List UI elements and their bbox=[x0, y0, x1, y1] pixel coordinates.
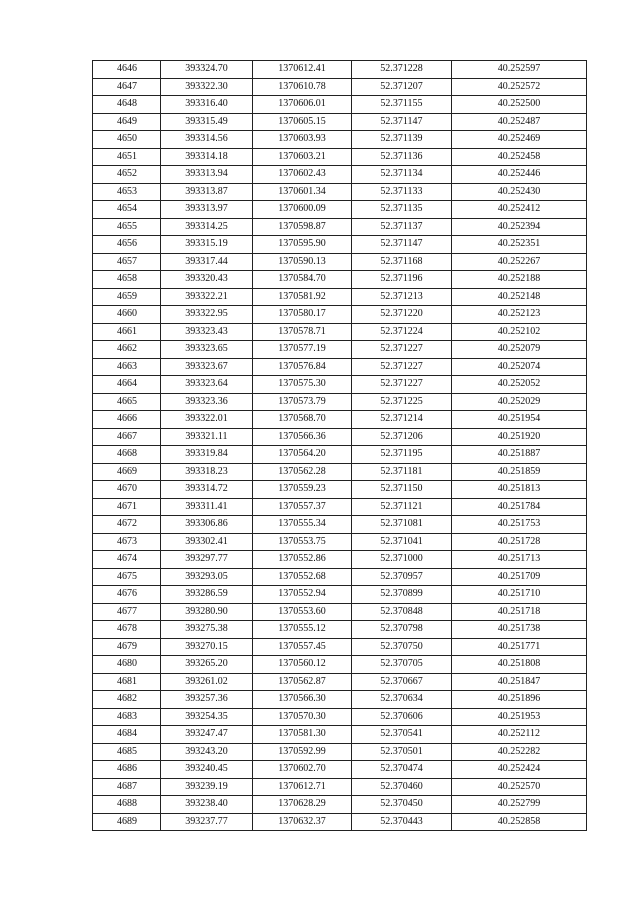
longitude-cell: 40.252858 bbox=[452, 813, 587, 831]
easting-cell: 393324.70 bbox=[161, 61, 253, 79]
point-number-cell: 4652 bbox=[93, 166, 161, 184]
point-number-cell: 4669 bbox=[93, 463, 161, 481]
longitude-cell: 40.252112 bbox=[452, 726, 587, 744]
latitude-cell: 52.370705 bbox=[352, 656, 452, 674]
northing-cell: 1370578.71 bbox=[253, 323, 352, 341]
easting-cell: 393322.30 bbox=[161, 78, 253, 96]
easting-cell: 393293.05 bbox=[161, 568, 253, 586]
northing-cell: 1370553.75 bbox=[253, 533, 352, 551]
latitude-cell: 52.370634 bbox=[352, 691, 452, 709]
point-number-cell: 4672 bbox=[93, 516, 161, 534]
northing-cell: 1370602.70 bbox=[253, 761, 352, 779]
northing-cell: 1370577.19 bbox=[253, 341, 352, 359]
longitude-cell: 40.252570 bbox=[452, 778, 587, 796]
northing-cell: 1370581.30 bbox=[253, 726, 352, 744]
table-row bbox=[93, 726, 587, 744]
easting-cell: 393280.90 bbox=[161, 603, 253, 621]
latitude-cell: 52.371220 bbox=[352, 306, 452, 324]
point-number-cell: 4681 bbox=[93, 673, 161, 691]
northing-cell: 1370610.78 bbox=[253, 78, 352, 96]
latitude-cell: 52.371137 bbox=[352, 218, 452, 236]
northing-cell: 1370603.93 bbox=[253, 131, 352, 149]
latitude-cell: 52.371206 bbox=[352, 428, 452, 446]
latitude-cell: 52.371000 bbox=[352, 551, 452, 569]
latitude-cell: 52.370606 bbox=[352, 708, 452, 726]
point-number-cell: 4675 bbox=[93, 568, 161, 586]
table-row bbox=[93, 796, 587, 814]
point-number-cell: 4656 bbox=[93, 236, 161, 254]
easting-cell: 393323.67 bbox=[161, 358, 253, 376]
latitude-cell: 52.371168 bbox=[352, 253, 452, 271]
latitude-cell: 52.370848 bbox=[352, 603, 452, 621]
northing-cell: 1370568.70 bbox=[253, 411, 352, 429]
easting-cell: 393314.18 bbox=[161, 148, 253, 166]
table-row bbox=[93, 498, 587, 516]
table-row bbox=[93, 743, 587, 761]
point-number-cell: 4674 bbox=[93, 551, 161, 569]
northing-cell: 1370573.79 bbox=[253, 393, 352, 411]
latitude-cell: 52.371214 bbox=[352, 411, 452, 429]
point-number-cell: 4661 bbox=[93, 323, 161, 341]
table-row bbox=[93, 271, 587, 289]
latitude-cell: 52.371227 bbox=[352, 376, 452, 394]
northing-cell: 1370592.99 bbox=[253, 743, 352, 761]
latitude-cell: 52.371224 bbox=[352, 323, 452, 341]
point-number-cell: 4683 bbox=[93, 708, 161, 726]
table-row bbox=[93, 516, 587, 534]
table-row bbox=[93, 411, 587, 429]
point-number-cell: 4663 bbox=[93, 358, 161, 376]
latitude-cell: 52.371041 bbox=[352, 533, 452, 551]
latitude-cell: 52.371134 bbox=[352, 166, 452, 184]
table-row bbox=[93, 113, 587, 131]
easting-cell: 393254.35 bbox=[161, 708, 253, 726]
point-number-cell: 4678 bbox=[93, 621, 161, 639]
table-row bbox=[93, 166, 587, 184]
latitude-cell: 52.371196 bbox=[352, 271, 452, 289]
longitude-cell: 40.251859 bbox=[452, 463, 587, 481]
northing-cell: 1370601.34 bbox=[253, 183, 352, 201]
longitude-cell: 40.252458 bbox=[452, 148, 587, 166]
table-row bbox=[93, 586, 587, 604]
latitude-cell: 52.370450 bbox=[352, 796, 452, 814]
latitude-cell: 52.371227 bbox=[352, 358, 452, 376]
easting-cell: 393320.43 bbox=[161, 271, 253, 289]
easting-cell: 393270.15 bbox=[161, 638, 253, 656]
table-row bbox=[93, 673, 587, 691]
easting-cell: 393315.49 bbox=[161, 113, 253, 131]
longitude-cell: 40.251813 bbox=[452, 481, 587, 499]
easting-cell: 393237.77 bbox=[161, 813, 253, 831]
northing-cell: 1370559.23 bbox=[253, 481, 352, 499]
northing-cell: 1370590.13 bbox=[253, 253, 352, 271]
easting-cell: 393240.45 bbox=[161, 761, 253, 779]
northing-cell: 1370603.21 bbox=[253, 148, 352, 166]
longitude-cell: 40.251954 bbox=[452, 411, 587, 429]
table-row bbox=[93, 61, 587, 79]
point-number-cell: 4660 bbox=[93, 306, 161, 324]
longitude-cell: 40.251738 bbox=[452, 621, 587, 639]
table-row bbox=[93, 393, 587, 411]
northing-cell: 1370580.17 bbox=[253, 306, 352, 324]
point-number-cell: 4659 bbox=[93, 288, 161, 306]
latitude-cell: 52.371225 bbox=[352, 393, 452, 411]
latitude-cell: 52.370501 bbox=[352, 743, 452, 761]
northing-cell: 1370575.30 bbox=[253, 376, 352, 394]
northing-cell: 1370564.20 bbox=[253, 446, 352, 464]
point-number-cell: 4677 bbox=[93, 603, 161, 621]
northing-cell: 1370560.12 bbox=[253, 656, 352, 674]
longitude-cell: 40.252079 bbox=[452, 341, 587, 359]
easting-cell: 393323.36 bbox=[161, 393, 253, 411]
northing-cell: 1370600.09 bbox=[253, 201, 352, 219]
longitude-cell: 40.251808 bbox=[452, 656, 587, 674]
easting-cell: 393321.11 bbox=[161, 428, 253, 446]
longitude-cell: 40.251728 bbox=[452, 533, 587, 551]
table-row bbox=[93, 463, 587, 481]
table-row bbox=[93, 78, 587, 96]
point-number-cell: 4682 bbox=[93, 691, 161, 709]
longitude-cell: 40.251896 bbox=[452, 691, 587, 709]
longitude-cell: 40.252102 bbox=[452, 323, 587, 341]
table-row bbox=[93, 778, 587, 796]
point-number-cell: 4649 bbox=[93, 113, 161, 131]
table-row bbox=[93, 358, 587, 376]
northing-cell: 1370566.30 bbox=[253, 691, 352, 709]
longitude-cell: 40.252351 bbox=[452, 236, 587, 254]
point-number-cell: 4658 bbox=[93, 271, 161, 289]
point-number-cell: 4686 bbox=[93, 761, 161, 779]
northing-cell: 1370557.45 bbox=[253, 638, 352, 656]
table-row bbox=[93, 341, 587, 359]
latitude-cell: 52.370667 bbox=[352, 673, 452, 691]
table-row bbox=[93, 288, 587, 306]
longitude-cell: 40.251710 bbox=[452, 586, 587, 604]
latitude-cell: 52.371133 bbox=[352, 183, 452, 201]
longitude-cell: 40.252430 bbox=[452, 183, 587, 201]
easting-cell: 393265.20 bbox=[161, 656, 253, 674]
coordinate-table-body bbox=[93, 61, 587, 831]
longitude-cell: 40.252123 bbox=[452, 306, 587, 324]
longitude-cell: 40.252799 bbox=[452, 796, 587, 814]
latitude-cell: 52.371147 bbox=[352, 113, 452, 131]
easting-cell: 393306.86 bbox=[161, 516, 253, 534]
easting-cell: 393302.41 bbox=[161, 533, 253, 551]
easting-cell: 393314.25 bbox=[161, 218, 253, 236]
northing-cell: 1370562.28 bbox=[253, 463, 352, 481]
northing-cell: 1370602.43 bbox=[253, 166, 352, 184]
northing-cell: 1370632.37 bbox=[253, 813, 352, 831]
point-number-cell: 4648 bbox=[93, 96, 161, 114]
point-number-cell: 4666 bbox=[93, 411, 161, 429]
latitude-cell: 52.370750 bbox=[352, 638, 452, 656]
easting-cell: 393322.95 bbox=[161, 306, 253, 324]
point-number-cell: 4664 bbox=[93, 376, 161, 394]
easting-cell: 393315.19 bbox=[161, 236, 253, 254]
table-row bbox=[93, 376, 587, 394]
table-row bbox=[93, 603, 587, 621]
northing-cell: 1370566.36 bbox=[253, 428, 352, 446]
longitude-cell: 40.252597 bbox=[452, 61, 587, 79]
easting-cell: 393317.44 bbox=[161, 253, 253, 271]
point-number-cell: 4670 bbox=[93, 481, 161, 499]
northing-cell: 1370552.68 bbox=[253, 568, 352, 586]
table-row bbox=[93, 621, 587, 639]
point-number-cell: 4662 bbox=[93, 341, 161, 359]
easting-cell: 393313.87 bbox=[161, 183, 253, 201]
longitude-cell: 40.251847 bbox=[452, 673, 587, 691]
northing-cell: 1370555.12 bbox=[253, 621, 352, 639]
latitude-cell: 52.371207 bbox=[352, 78, 452, 96]
longitude-cell: 40.252394 bbox=[452, 218, 587, 236]
northing-cell: 1370605.15 bbox=[253, 113, 352, 131]
point-number-cell: 4689 bbox=[93, 813, 161, 831]
longitude-cell: 40.251784 bbox=[452, 498, 587, 516]
longitude-cell: 40.252446 bbox=[452, 166, 587, 184]
longitude-cell: 40.252500 bbox=[452, 96, 587, 114]
easting-cell: 393314.56 bbox=[161, 131, 253, 149]
point-number-cell: 4651 bbox=[93, 148, 161, 166]
northing-cell: 1370553.60 bbox=[253, 603, 352, 621]
latitude-cell: 52.371181 bbox=[352, 463, 452, 481]
easting-cell: 393319.84 bbox=[161, 446, 253, 464]
point-number-cell: 4680 bbox=[93, 656, 161, 674]
latitude-cell: 52.371121 bbox=[352, 498, 452, 516]
longitude-cell: 40.251753 bbox=[452, 516, 587, 534]
northing-cell: 1370595.90 bbox=[253, 236, 352, 254]
latitude-cell: 52.370541 bbox=[352, 726, 452, 744]
easting-cell: 393311.41 bbox=[161, 498, 253, 516]
longitude-cell: 40.251887 bbox=[452, 446, 587, 464]
easting-cell: 393261.02 bbox=[161, 673, 253, 691]
easting-cell: 393243.20 bbox=[161, 743, 253, 761]
table-row bbox=[93, 428, 587, 446]
latitude-cell: 52.371139 bbox=[352, 131, 452, 149]
easting-cell: 393286.59 bbox=[161, 586, 253, 604]
table-row bbox=[93, 218, 587, 236]
longitude-cell: 40.252188 bbox=[452, 271, 587, 289]
point-number-cell: 4688 bbox=[93, 796, 161, 814]
latitude-cell: 52.370443 bbox=[352, 813, 452, 831]
latitude-cell: 52.370957 bbox=[352, 568, 452, 586]
easting-cell: 393297.77 bbox=[161, 551, 253, 569]
coordinate-table bbox=[92, 60, 587, 831]
easting-cell: 393247.47 bbox=[161, 726, 253, 744]
latitude-cell: 52.371195 bbox=[352, 446, 452, 464]
latitude-cell: 52.371135 bbox=[352, 201, 452, 219]
longitude-cell: 40.252469 bbox=[452, 131, 587, 149]
longitude-cell: 40.252267 bbox=[452, 253, 587, 271]
table-row bbox=[93, 761, 587, 779]
easting-cell: 393238.40 bbox=[161, 796, 253, 814]
longitude-cell: 40.252148 bbox=[452, 288, 587, 306]
longitude-cell: 40.251709 bbox=[452, 568, 587, 586]
latitude-cell: 52.371150 bbox=[352, 481, 452, 499]
longitude-cell: 40.252074 bbox=[452, 358, 587, 376]
longitude-cell: 40.251713 bbox=[452, 551, 587, 569]
table-row bbox=[93, 656, 587, 674]
table-row bbox=[93, 446, 587, 464]
table-row bbox=[93, 551, 587, 569]
northing-cell: 1370562.87 bbox=[253, 673, 352, 691]
northing-cell: 1370628.29 bbox=[253, 796, 352, 814]
point-number-cell: 4665 bbox=[93, 393, 161, 411]
table-row bbox=[93, 148, 587, 166]
latitude-cell: 52.370474 bbox=[352, 761, 452, 779]
point-number-cell: 4654 bbox=[93, 201, 161, 219]
latitude-cell: 52.370798 bbox=[352, 621, 452, 639]
point-number-cell: 4657 bbox=[93, 253, 161, 271]
latitude-cell: 52.371155 bbox=[352, 96, 452, 114]
longitude-cell: 40.251771 bbox=[452, 638, 587, 656]
table-row bbox=[93, 236, 587, 254]
easting-cell: 393313.94 bbox=[161, 166, 253, 184]
latitude-cell: 52.371147 bbox=[352, 236, 452, 254]
longitude-cell: 40.251953 bbox=[452, 708, 587, 726]
northing-cell: 1370552.94 bbox=[253, 586, 352, 604]
longitude-cell: 40.252282 bbox=[452, 743, 587, 761]
easting-cell: 393239.19 bbox=[161, 778, 253, 796]
table-row bbox=[93, 306, 587, 324]
table-row bbox=[93, 691, 587, 709]
easting-cell: 393322.21 bbox=[161, 288, 253, 306]
latitude-cell: 52.371213 bbox=[352, 288, 452, 306]
northing-cell: 1370552.86 bbox=[253, 551, 352, 569]
point-number-cell: 4676 bbox=[93, 586, 161, 604]
longitude-cell: 40.251920 bbox=[452, 428, 587, 446]
longitude-cell: 40.252487 bbox=[452, 113, 587, 131]
table-row bbox=[93, 201, 587, 219]
point-number-cell: 4667 bbox=[93, 428, 161, 446]
longitude-cell: 40.252029 bbox=[452, 393, 587, 411]
latitude-cell: 52.371136 bbox=[352, 148, 452, 166]
point-number-cell: 4668 bbox=[93, 446, 161, 464]
easting-cell: 393323.64 bbox=[161, 376, 253, 394]
easting-cell: 393316.40 bbox=[161, 96, 253, 114]
longitude-cell: 40.252052 bbox=[452, 376, 587, 394]
easting-cell: 393318.23 bbox=[161, 463, 253, 481]
point-number-cell: 4646 bbox=[93, 61, 161, 79]
easting-cell: 393314.72 bbox=[161, 481, 253, 499]
latitude-cell: 52.371081 bbox=[352, 516, 452, 534]
table-row bbox=[93, 533, 587, 551]
table-row bbox=[93, 323, 587, 341]
easting-cell: 393322.01 bbox=[161, 411, 253, 429]
northing-cell: 1370612.71 bbox=[253, 778, 352, 796]
point-number-cell: 4655 bbox=[93, 218, 161, 236]
point-number-cell: 4687 bbox=[93, 778, 161, 796]
table-row bbox=[93, 96, 587, 114]
table-row bbox=[93, 813, 587, 831]
table-row bbox=[93, 131, 587, 149]
northing-cell: 1370606.01 bbox=[253, 96, 352, 114]
point-number-cell: 4671 bbox=[93, 498, 161, 516]
easting-cell: 393323.65 bbox=[161, 341, 253, 359]
northing-cell: 1370576.84 bbox=[253, 358, 352, 376]
table-row bbox=[93, 481, 587, 499]
northing-cell: 1370557.37 bbox=[253, 498, 352, 516]
northing-cell: 1370570.30 bbox=[253, 708, 352, 726]
longitude-cell: 40.252572 bbox=[452, 78, 587, 96]
latitude-cell: 52.371227 bbox=[352, 341, 452, 359]
point-number-cell: 4685 bbox=[93, 743, 161, 761]
latitude-cell: 52.371228 bbox=[352, 61, 452, 79]
point-number-cell: 4653 bbox=[93, 183, 161, 201]
point-number-cell: 4679 bbox=[93, 638, 161, 656]
longitude-cell: 40.251718 bbox=[452, 603, 587, 621]
latitude-cell: 52.370460 bbox=[352, 778, 452, 796]
table-row bbox=[93, 253, 587, 271]
northing-cell: 1370581.92 bbox=[253, 288, 352, 306]
longitude-cell: 40.252424 bbox=[452, 761, 587, 779]
easting-cell: 393323.43 bbox=[161, 323, 253, 341]
table-row bbox=[93, 708, 587, 726]
northing-cell: 1370598.87 bbox=[253, 218, 352, 236]
easting-cell: 393275.38 bbox=[161, 621, 253, 639]
point-number-cell: 4647 bbox=[93, 78, 161, 96]
latitude-cell: 52.370899 bbox=[352, 586, 452, 604]
table-row bbox=[93, 568, 587, 586]
northing-cell: 1370612.41 bbox=[253, 61, 352, 79]
point-number-cell: 4650 bbox=[93, 131, 161, 149]
easting-cell: 393313.97 bbox=[161, 201, 253, 219]
table-row bbox=[93, 638, 587, 656]
longitude-cell: 40.252412 bbox=[452, 201, 587, 219]
northing-cell: 1370584.70 bbox=[253, 271, 352, 289]
northing-cell: 1370555.34 bbox=[253, 516, 352, 534]
table-row bbox=[93, 183, 587, 201]
point-number-cell: 4684 bbox=[93, 726, 161, 744]
point-number-cell: 4673 bbox=[93, 533, 161, 551]
easting-cell: 393257.36 bbox=[161, 691, 253, 709]
